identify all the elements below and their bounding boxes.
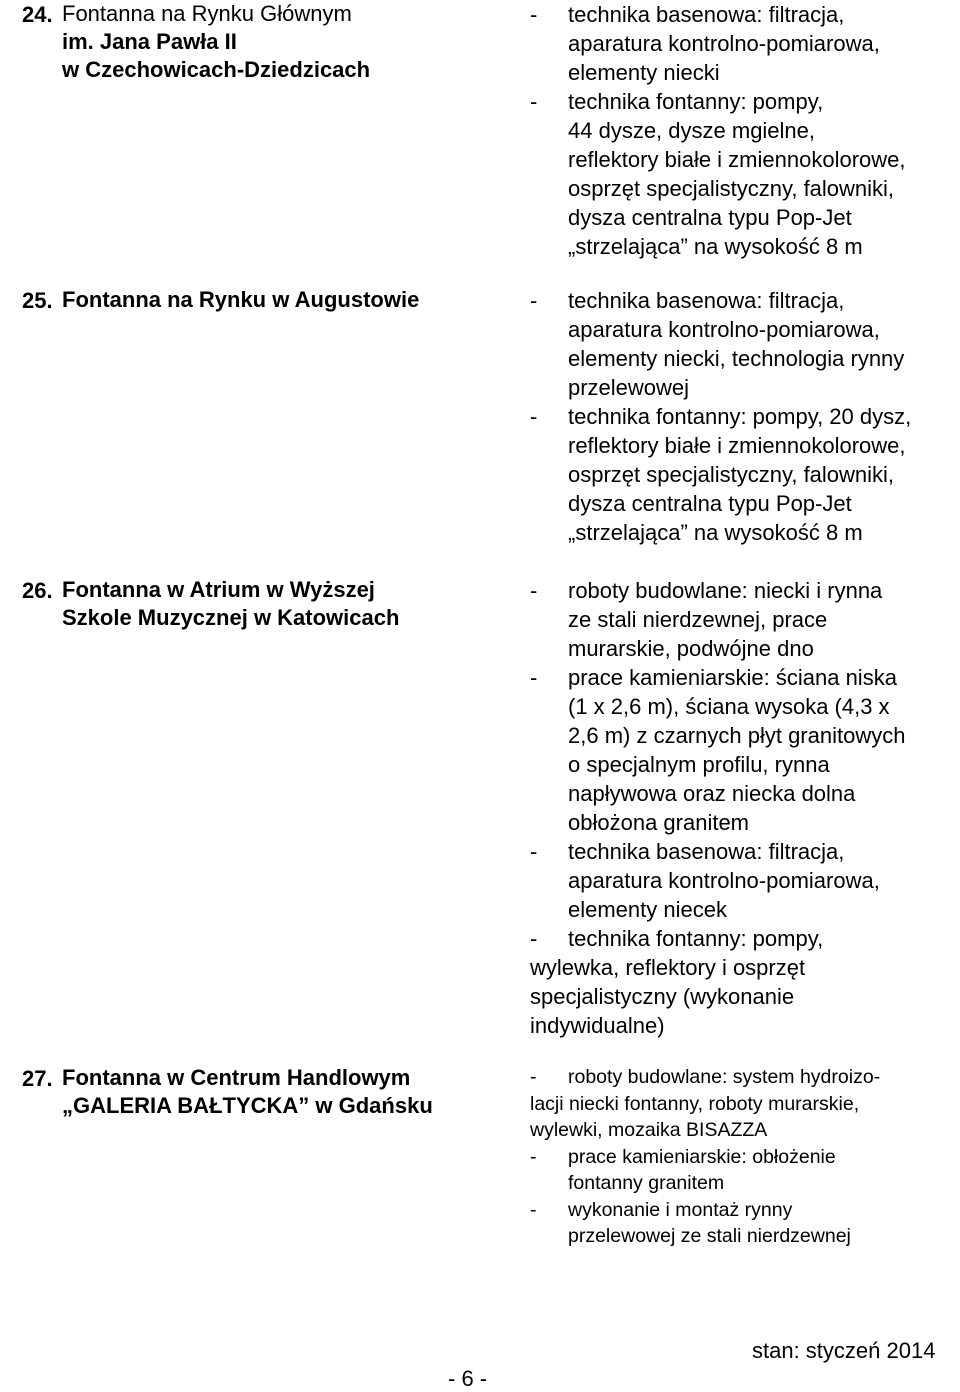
description-text: technika fontanny: pompy, 20 dysz, xyxy=(568,404,912,429)
description-line xyxy=(530,1170,958,1197)
description-line xyxy=(530,1011,958,1040)
entry-description xyxy=(530,1064,958,1250)
description-line xyxy=(530,373,958,402)
bullet-dash: - xyxy=(530,1145,537,1168)
entry-title xyxy=(62,576,502,632)
description-text: „strzelająca” na wysokość 8 m xyxy=(568,520,863,545)
description-text: o specjalnym profilu, rynna xyxy=(568,752,830,777)
entry-number: 25. xyxy=(22,288,53,313)
description-line xyxy=(530,87,958,116)
bullet-dash: - xyxy=(530,404,538,429)
description-text: obłożona granitem xyxy=(568,810,750,835)
description-text: fontanny granitem xyxy=(568,1172,725,1194)
description-text: aparatura kontrolno-pomiarowa, xyxy=(568,31,880,56)
entry-description xyxy=(530,0,958,261)
entry-number: 26. xyxy=(22,578,53,603)
description-line xyxy=(530,576,958,605)
description-text: elementy niecki, technologia rynny xyxy=(568,346,905,371)
title-line: Szkole Muzycznej w Katowicach xyxy=(62,605,400,630)
description-line xyxy=(530,431,958,460)
description-line xyxy=(530,174,958,203)
description-line xyxy=(530,0,958,29)
bullet-dash: - xyxy=(530,926,538,951)
description-line xyxy=(530,116,958,145)
description-text: aparatura kontrolno-pomiarowa, xyxy=(568,317,880,342)
description-text: aparatura kontrolno-pomiarowa, xyxy=(568,868,880,893)
description-text: osprzęt specjalistyczny, falowniki, xyxy=(568,462,895,487)
description-text: elementy niecek xyxy=(568,897,727,922)
description-text: przelewowej xyxy=(568,375,690,400)
description-text: 2,6 m) z czarnych płyt granitowych xyxy=(568,723,906,748)
description-text: indywidualne) xyxy=(530,1013,665,1038)
description-text: dysza centralna typu Pop-Jet xyxy=(568,491,852,516)
entry-description xyxy=(530,576,958,1040)
bullet-dash: - xyxy=(530,665,538,690)
bullet-dash: - xyxy=(530,288,538,313)
description-line xyxy=(530,808,958,837)
bullet-dash: - xyxy=(530,1198,537,1221)
title-line: im. Jana Pawła II xyxy=(62,29,237,54)
description-text: technika fontanny: pompy, xyxy=(568,89,824,114)
description-line xyxy=(530,1091,958,1118)
entry-title xyxy=(62,0,502,84)
entry-description xyxy=(530,286,958,547)
description-line xyxy=(530,721,958,750)
description-text: prace kamieniarskie: ściana niska xyxy=(568,665,897,690)
description-line xyxy=(530,895,958,924)
description-text: przelewowej ze stali nierdzewnej xyxy=(568,1225,851,1247)
description-text: osprzęt specjalistyczny, falowniki, xyxy=(568,176,895,201)
description-text: wylewka, reflektory i osprzęt xyxy=(530,955,806,980)
description-line xyxy=(530,232,958,261)
description-text: 44 dysze, dysze mgielne, xyxy=(568,118,816,143)
title-line: Fontanna w Centrum Handlowym xyxy=(62,1065,411,1090)
description-text: roboty budowlane: system hydroizo- xyxy=(568,1066,881,1088)
description-line xyxy=(530,58,958,87)
description-line xyxy=(530,315,958,344)
description-text: specjalistyczny (wykonanie xyxy=(530,984,795,1009)
description-line xyxy=(530,1117,958,1144)
description-line xyxy=(530,1223,958,1250)
description-text: technika basenowa: filtracja, xyxy=(568,288,845,313)
description-text: (1 x 2,6 m), ściana wysoka (4,3 x xyxy=(568,694,890,719)
description-text: technika basenowa: filtracja, xyxy=(568,2,845,27)
description-line xyxy=(530,1144,958,1171)
description-text: ze stali nierdzewnej, prace xyxy=(568,607,828,632)
status-date: stan: styczeń 2014 xyxy=(752,1338,936,1363)
description-line xyxy=(530,286,958,315)
description-line xyxy=(530,692,958,721)
description-line xyxy=(530,1064,958,1091)
title-line: „GALERIA BAŁTYCKA” w Gdańsku xyxy=(62,1093,433,1118)
bullet-dash: - xyxy=(530,2,538,27)
description-line xyxy=(530,145,958,174)
description-line xyxy=(530,750,958,779)
description-line xyxy=(530,779,958,808)
description-text: roboty budowlane: niecki i rynna xyxy=(568,578,883,603)
description-line xyxy=(530,344,958,373)
entry-number: 24. xyxy=(22,2,53,27)
description-text: reflektory białe i zmiennokolorowe, xyxy=(568,433,906,458)
description-line xyxy=(530,460,958,489)
description-line xyxy=(530,924,958,953)
description-line xyxy=(530,634,958,663)
entry-title xyxy=(62,286,502,314)
description-line xyxy=(530,663,958,692)
description-line xyxy=(530,518,958,547)
page-number: - 6 - xyxy=(448,1366,488,1391)
description-line xyxy=(530,203,958,232)
entry-title xyxy=(62,1064,502,1120)
description-text: wylewki, mozaika BISAZZA xyxy=(530,1119,768,1141)
bullet-dash: - xyxy=(530,578,538,603)
description-text: technika fontanny: pompy, xyxy=(568,926,824,951)
description-line xyxy=(530,866,958,895)
bullet-dash: - xyxy=(530,1066,537,1088)
description-line xyxy=(530,29,958,58)
title-line: Fontanna na Rynku Głównym xyxy=(62,1,352,26)
description-line xyxy=(530,837,958,866)
description-text: technika basenowa: filtracja, xyxy=(568,839,845,864)
description-line xyxy=(530,982,958,1011)
description-text: lacji niecki fontanny, roboty murarskie, xyxy=(530,1092,860,1115)
description-line xyxy=(530,489,958,518)
bullet-dash: - xyxy=(530,89,538,114)
description-text: dysza centralna typu Pop-Jet xyxy=(568,205,852,230)
title-line: Fontanna w Atrium w Wyższej xyxy=(62,577,375,602)
entry-number: 27. xyxy=(22,1066,53,1091)
description-text: murarskie, podwójne dno xyxy=(568,636,814,661)
description-text: elementy niecki xyxy=(568,60,720,85)
title-line: w Czechowicach-Dziedzicach xyxy=(62,57,371,82)
description-line xyxy=(530,953,958,982)
bullet-dash: - xyxy=(530,839,538,864)
title-line: Fontanna na Rynku w Augustowie xyxy=(62,287,420,312)
description-text: „strzelająca” na wysokość 8 m xyxy=(568,234,863,259)
description-text: napływowa oraz niecka dolna xyxy=(568,781,856,806)
description-text: wykonanie i montaż rynny xyxy=(568,1198,793,1221)
description-line xyxy=(530,402,958,431)
description-text: reflektory białe i zmiennokolorowe, xyxy=(568,147,906,172)
description-text: prace kamieniarskie: obłożenie xyxy=(568,1145,836,1168)
description-line xyxy=(530,1197,958,1224)
description-line xyxy=(530,605,958,634)
